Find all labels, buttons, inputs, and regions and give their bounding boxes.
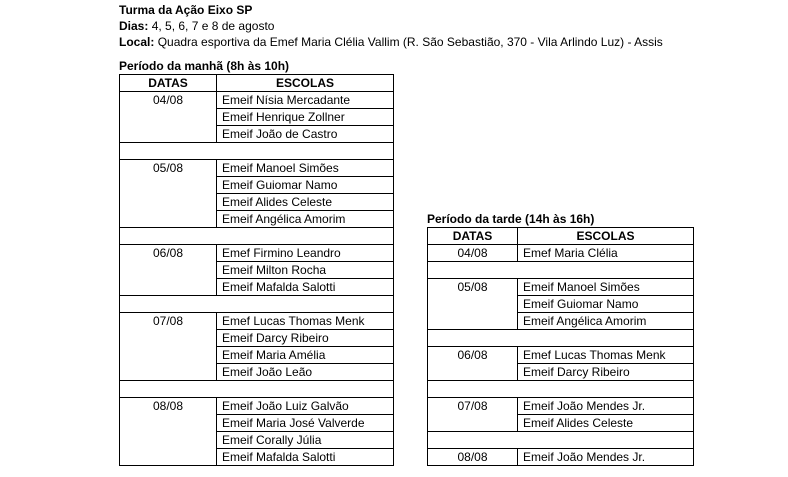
school-cell: Emeif Manoel Simões [518, 279, 694, 296]
table-row [120, 262, 394, 279]
date-cell-empty [120, 211, 217, 228]
spacer-cell [428, 330, 694, 347]
school-cell: Emef Firmino Leandro [217, 245, 394, 262]
spacer-row [120, 143, 394, 160]
school-cell: Emef Lucas Thomas Menk [518, 347, 694, 364]
school-cell: Emeif Darcy Ribeiro [518, 364, 694, 381]
table-row [428, 245, 694, 262]
afternoon-table [427, 227, 694, 466]
local-line [119, 34, 663, 50]
table-row [120, 245, 394, 262]
spacer-cell [120, 296, 394, 313]
table-row [428, 347, 694, 364]
spacer-cell [428, 432, 694, 449]
school-cell: Emeif Darcy Ribeiro [217, 330, 394, 347]
school-cell: Emeif Corally Júlia [217, 432, 394, 449]
school-cell: Emeif João Mendes Jr. [518, 398, 694, 415]
date-cell: 05/08 [428, 279, 518, 296]
table-row [120, 177, 394, 194]
school-cell: Emef Maria Clélia [518, 245, 694, 262]
spacer-row [428, 262, 694, 279]
spacer-cell [428, 381, 694, 398]
local-label: Local: [119, 35, 155, 49]
table-row [120, 279, 394, 296]
school-cell: Emeif Angélica Amorim [518, 313, 694, 330]
table-row [120, 313, 394, 330]
school-cell: Emeif Alides Celeste [217, 194, 394, 211]
table-row [120, 194, 394, 211]
date-cell-empty [120, 109, 217, 126]
school-cell: Emeif João Luiz Galvão [217, 398, 394, 415]
col-schools-header: ESCOLAS [518, 228, 694, 245]
table-row [428, 313, 694, 330]
school-cell: Emeif Henrique Zollner [217, 109, 394, 126]
page-title: Turma da Ação Eixo SP [119, 3, 253, 17]
table-row [428, 398, 694, 415]
table-row [120, 160, 394, 177]
date-cell-empty [120, 126, 217, 143]
dias-label: Dias: [119, 19, 149, 33]
table-row [428, 364, 694, 381]
date-cell: 07/08 [120, 313, 217, 330]
page-header [119, 2, 663, 50]
spacer-row [120, 381, 394, 398]
table-row [120, 92, 394, 109]
local-value: Quadra esportiva da Emef Maria Clélia Vallim (R. São Sebastião, 370 - Vila Arlindo Luz) - Assis [157, 35, 663, 49]
dias-value: 4, 5, 6, 7 e 8 de agosto [151, 19, 275, 33]
school-cell: Emeif Milton Rocha [217, 262, 394, 279]
table-header-row [428, 228, 694, 245]
school-cell: Emeif João Leão [217, 364, 394, 381]
table-row [428, 449, 694, 466]
table-row [120, 449, 394, 466]
date-cell: 06/08 [428, 347, 518, 364]
date-cell-empty [120, 415, 217, 432]
col-dates-header: DATAS [428, 228, 518, 245]
date-cell-empty [120, 347, 217, 364]
date-cell-empty [120, 449, 217, 466]
afternoon-table-body [428, 245, 694, 466]
spacer-row [428, 381, 694, 398]
table-row [120, 398, 394, 415]
table-header-row [120, 75, 394, 92]
date-cell-empty [120, 194, 217, 211]
table-row [120, 347, 394, 364]
date-cell-empty [120, 262, 217, 279]
table-row [120, 330, 394, 347]
table-row [120, 364, 394, 381]
afternoon-title: Período da tarde (14h às 16h) [427, 212, 595, 226]
spacer-cell [120, 228, 394, 245]
table-row [428, 296, 694, 313]
spacer-cell [120, 143, 394, 160]
date-cell: 05/08 [120, 160, 217, 177]
table-row [120, 432, 394, 449]
date-cell-empty [120, 364, 217, 381]
date-cell-empty [120, 279, 217, 296]
date-cell-empty [428, 296, 518, 313]
date-cell-empty [120, 330, 217, 347]
table-row [120, 126, 394, 143]
spacer-row [428, 432, 694, 449]
school-cell: Emeif João de Castro [217, 126, 394, 143]
date-cell-empty [120, 432, 217, 449]
school-cell: Emeif Guiomar Namo [518, 296, 694, 313]
date-cell: 06/08 [120, 245, 217, 262]
morning-table [119, 74, 394, 466]
date-cell-empty [428, 364, 518, 381]
col-dates-header: DATAS [120, 75, 217, 92]
dias-line [119, 18, 663, 34]
morning-table-body [120, 92, 394, 466]
school-cell: Emeif Manoel Simões [217, 160, 394, 177]
date-cell: 08/08 [120, 398, 217, 415]
spacer-cell [120, 381, 394, 398]
school-cell: Emeif João Mendes Jr. [518, 449, 694, 466]
school-cell: Emef Lucas Thomas Menk [217, 313, 394, 330]
spacer-row [428, 330, 694, 347]
morning-title: Período da manhã (8h às 10h) [119, 59, 290, 73]
school-cell: Emeif Mafalda Salotti [217, 449, 394, 466]
spacer-cell [428, 262, 694, 279]
school-cell: Emeif Mafalda Salotti [217, 279, 394, 296]
date-cell: 04/08 [428, 245, 518, 262]
date-cell: 04/08 [120, 92, 217, 109]
school-cell: Emeif Angélica Amorim [217, 211, 394, 228]
table-row [120, 211, 394, 228]
school-cell: Emeif Nísia Mercadante [217, 92, 394, 109]
table-row [120, 415, 394, 432]
table-row [120, 109, 394, 126]
school-cell: Emeif Alides Celeste [518, 415, 694, 432]
date-cell: 08/08 [428, 449, 518, 466]
date-cell-empty [428, 415, 518, 432]
school-cell: Emeif Maria Amélia [217, 347, 394, 364]
spacer-row [120, 296, 394, 313]
date-cell-empty [428, 313, 518, 330]
table-row [428, 415, 694, 432]
school-cell: Emeif Maria José Valverde [217, 415, 394, 432]
date-cell-empty [120, 177, 217, 194]
school-cell: Emeif Guiomar Namo [217, 177, 394, 194]
spacer-row [120, 228, 394, 245]
table-row [428, 279, 694, 296]
date-cell: 07/08 [428, 398, 518, 415]
col-schools-header: ESCOLAS [217, 75, 394, 92]
